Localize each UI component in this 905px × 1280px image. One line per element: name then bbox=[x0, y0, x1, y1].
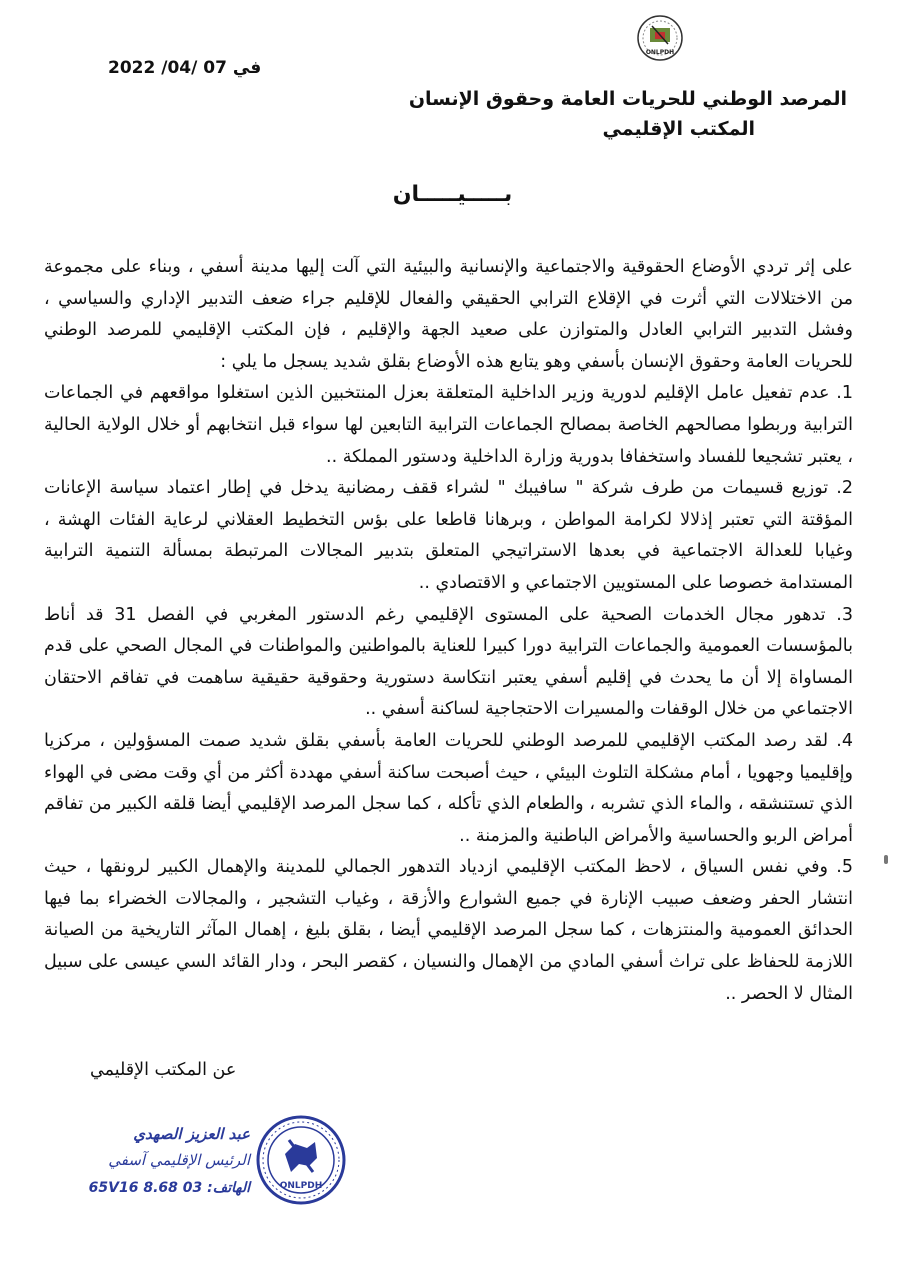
phone-number: الهاتف: 03 8.68 65ᐯ16 bbox=[88, 1180, 250, 1196]
item-text: لقد رصد المكتب الإقليمي للمرصد الوطني للحريات العامة بأسفي بقلق شديد صمت المسؤولين ، مركزيا وإقليميا وجهويا ، أمام مشكلة التلوث البيئي ، حيث أصبحت ساكنة أسفي مهددة أكثر من أي وقت مضى في الهواء الذي تستنشقه ، والماء الذي تشربه ، والطعام الذي تأكله ، كما سجل المرصد الإقليمي أيضا قلقه الكبير من تفاقم أمراض الربو والحساسية والأمراض الباطنية والمزمنة .. bbox=[44, 730, 853, 846]
signatory-name: عبد العزيز الصهدي bbox=[133, 1125, 250, 1143]
item-number: 4. bbox=[836, 730, 853, 751]
office-name: المكتب الإقليمي bbox=[602, 118, 755, 140]
statement-title: بـــــيـــــان bbox=[392, 182, 513, 207]
item-number: 3. bbox=[836, 604, 853, 625]
list-item bbox=[44, 852, 853, 1010]
official-stamp bbox=[255, 1114, 347, 1206]
stamp-text: ONLPDH bbox=[279, 1181, 323, 1191]
statement-body bbox=[44, 252, 853, 1010]
item-text: وفي نفس السياق ، لاحظ المكتب الإقليمي ازدياد التدهور الجمالي للمدينة والإهمال الكبير لرونقها ، حيث انتشار الحفر وضعف صبيب الإنارة في جميع الشوارع والأزقة ، وغياب التشجير ، والمجالات الخضراء بما فيها الحدائق العمومية والمنتزهات ، كما سجل المرصد الإقليمي أيضا ، بقلق بليغ ، إهمال المآثر التاريخية من الصيانة اللازمة للحفاظ على تراث أسفي المادي من الإهمال والنسيان ، كقصر البحر ، ودار القائد السي عيسى على سبيل المثال لا الحصر .. bbox=[44, 857, 853, 1004]
list-item bbox=[44, 473, 853, 599]
signatory-role: الرئيس الإقليمي آسفي bbox=[108, 1151, 250, 1169]
item-text: توزيع قسيمات من طرف شركة " سافيبك " لشراء ققف رمضانية يدخل في إطار اعتماد سياسة الإعانات المؤقتة التي تعتبر إذلالا لكرامة المواطن ، وبرهانا قاطعا على بؤس التخطيط العقلاني لرعاية الفئات الهشة ، وغيابا للعدالة الاجتماعية في بعدها الاستراتيجي المتعلق بتدبير المجالات المرتبطة بمسألة التنمية الترابية المستدامة خصوصا على المستويين الاجتماعي و الاقتصادي .. bbox=[44, 478, 853, 593]
list-item bbox=[44, 378, 853, 473]
item-text: عدم تفعيل عامل الإقليم لدورية وزير الداخلية المتعلقة بعزل المنتخبين الذين استغلوا مواقعهم في الجماعات الترابية وربطوا مصالحهم الخاصة بمصالح الجماعات الترابية التابعين لها سواء قبل انتخابهم أو خلال الولاية الحالية ، يعتبر تشجيعا للفساد واستخفافا بدورية وزارة الداخلية ودستور المملكة .. bbox=[44, 383, 853, 467]
organization-name: المرصد الوطني للحريات العامة وحقوق الإنسان bbox=[408, 88, 847, 110]
logo-text: ONLPDH bbox=[645, 49, 675, 56]
letterhead bbox=[409, 84, 847, 144]
signoff: عن المكتب الإقليمي bbox=[90, 1060, 237, 1080]
signature-block bbox=[88, 1122, 250, 1200]
organization-logo bbox=[636, 14, 684, 62]
list-item bbox=[44, 600, 853, 726]
scan-mark bbox=[884, 855, 888, 864]
item-number: 5. bbox=[836, 857, 853, 878]
document-date: في 07 /04/ 2022 bbox=[108, 58, 262, 78]
item-number: 2. bbox=[836, 478, 853, 499]
item-number: 1. bbox=[836, 383, 853, 404]
list-item bbox=[44, 726, 853, 852]
intro-paragraph: على إثر تردي الأوضاع الحقوقية والاجتماعية والإنسانية والبيئية التي آلت إليها مدينة أسفي ، وبناء على مجموعة من الاختلالات التي أثرت في الإقلاع الترابي الحقيقي والفعال للإقليم جراء ضعف التدبير الإداري والسياسي ، وفشل التدبير الترابي العادل والمتوازن على صعيد الجهة والإقليم ، فإن المكتب الإقليمي للمرصد الوطني للحريات العامة وحقوق الإنسان بأسفي وهو يتابع هذه الأوضاع بقلق شديد يسجل ما يلي : bbox=[44, 257, 853, 372]
item-text: تدهور مجال الخدمات الصحية على المستوى الإقليمي رغم الدستور المغربي في الفصل 31 قد أناط بالمؤسسات العمومية والجماعات الترابية دورا كبيرا للعناية بالمواطنين والمواطنات في المجال الصحي على قدم المساواة إلا أن ما يحدث في إقليم أسفي يعتبر انتكاسة دستورية وحقوقية حقيقية ساهمت في تفاقم الاحتقان الاجتماعي من خلال الوقفات والمسيرات الاحتجاجية لساكنة أسفي .. bbox=[44, 604, 853, 720]
